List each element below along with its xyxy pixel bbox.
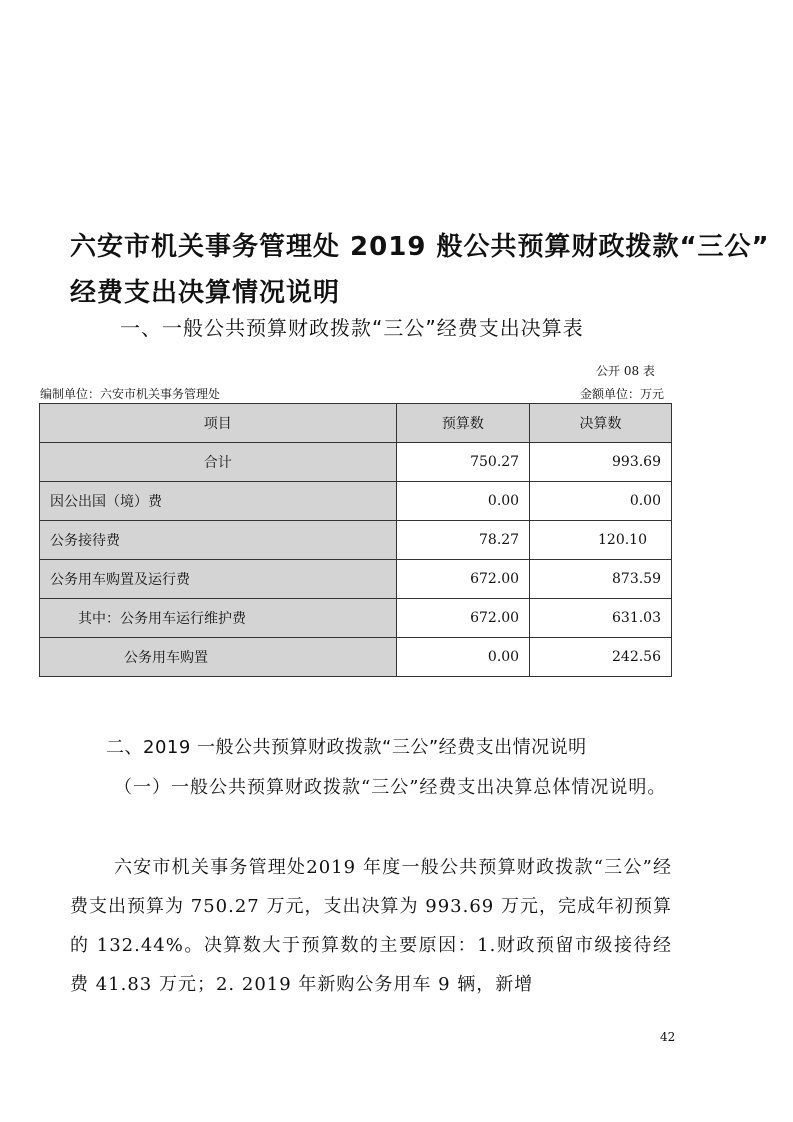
row-actual: 0.00 xyxy=(530,482,672,521)
table-row xyxy=(40,443,672,482)
row-budget: 0.00 xyxy=(396,638,530,677)
row-item: 其中：公务用车运行维护费 xyxy=(40,599,397,638)
row-budget: 672.00 xyxy=(396,599,530,638)
section-2-title: 二、2019 一般公共预算财政拨款“三公”经费支出情况说明 xyxy=(106,737,587,758)
header-item: 项目 xyxy=(40,404,397,443)
subsection-heading: （一）一般公共预算财政拨款“三公”经费支出决算总体情况说明。 xyxy=(114,777,667,798)
row-budget: 750.27 xyxy=(396,443,530,482)
header-actual: 决算数 xyxy=(530,404,672,443)
table-row xyxy=(40,560,672,599)
page-number: 42 xyxy=(660,1030,676,1044)
row-budget: 672.00 xyxy=(396,560,530,599)
row-budget: 78.27 xyxy=(396,521,530,560)
document-title-line1: 六安市机关事务管理处 2019 般公共预算财政拨款“三公” xyxy=(70,232,770,262)
row-item: 公务用车购置 xyxy=(40,638,397,677)
row-actual: 631.03 xyxy=(530,599,672,638)
row-item: 因公出国（境）费 xyxy=(40,482,397,521)
table-header-row xyxy=(40,404,672,443)
table-section-title: 一、一般公共预算财政拨款“三公”经费支出决算表 xyxy=(120,316,584,340)
row-actual: 242.56 xyxy=(530,638,672,677)
document-title-line2: 经费支出决算情况说明 xyxy=(70,278,341,308)
table-row xyxy=(40,638,672,677)
compiling-unit: 编制单位：六安市机关事务管理处 xyxy=(40,387,221,401)
row-item: 公务用车购置及运行费 xyxy=(40,560,397,599)
table-row xyxy=(40,482,672,521)
header-budget: 预算数 xyxy=(396,404,530,443)
row-budget: 0.00 xyxy=(396,482,530,521)
table-number: 公开 08 表 xyxy=(596,364,655,378)
row-item: 公务接待费 xyxy=(40,521,397,560)
row-item: 合计 xyxy=(40,443,397,482)
row-actual: 993.69 xyxy=(530,443,672,482)
body-paragraph: 六安市机关事务管理处2019 年度一般公共预算财政拨款“三公”经费支出预算为 750.27 万元，支出决算为 993.69 万元，完成年初预算的 132.44%。决算数大于预算数的主要原因：1.财政预留市级接待经费 41.83 万元；2. 2019 年新购公务用车 9 辆，新增 xyxy=(70,857,672,995)
three-public-expense-table xyxy=(39,403,672,677)
money-unit: 金额单位：万元 xyxy=(580,387,665,401)
row-actual: 120.10 xyxy=(530,521,672,560)
row-actual: 873.59 xyxy=(530,560,672,599)
table-row xyxy=(40,599,672,638)
table-row xyxy=(40,521,672,560)
